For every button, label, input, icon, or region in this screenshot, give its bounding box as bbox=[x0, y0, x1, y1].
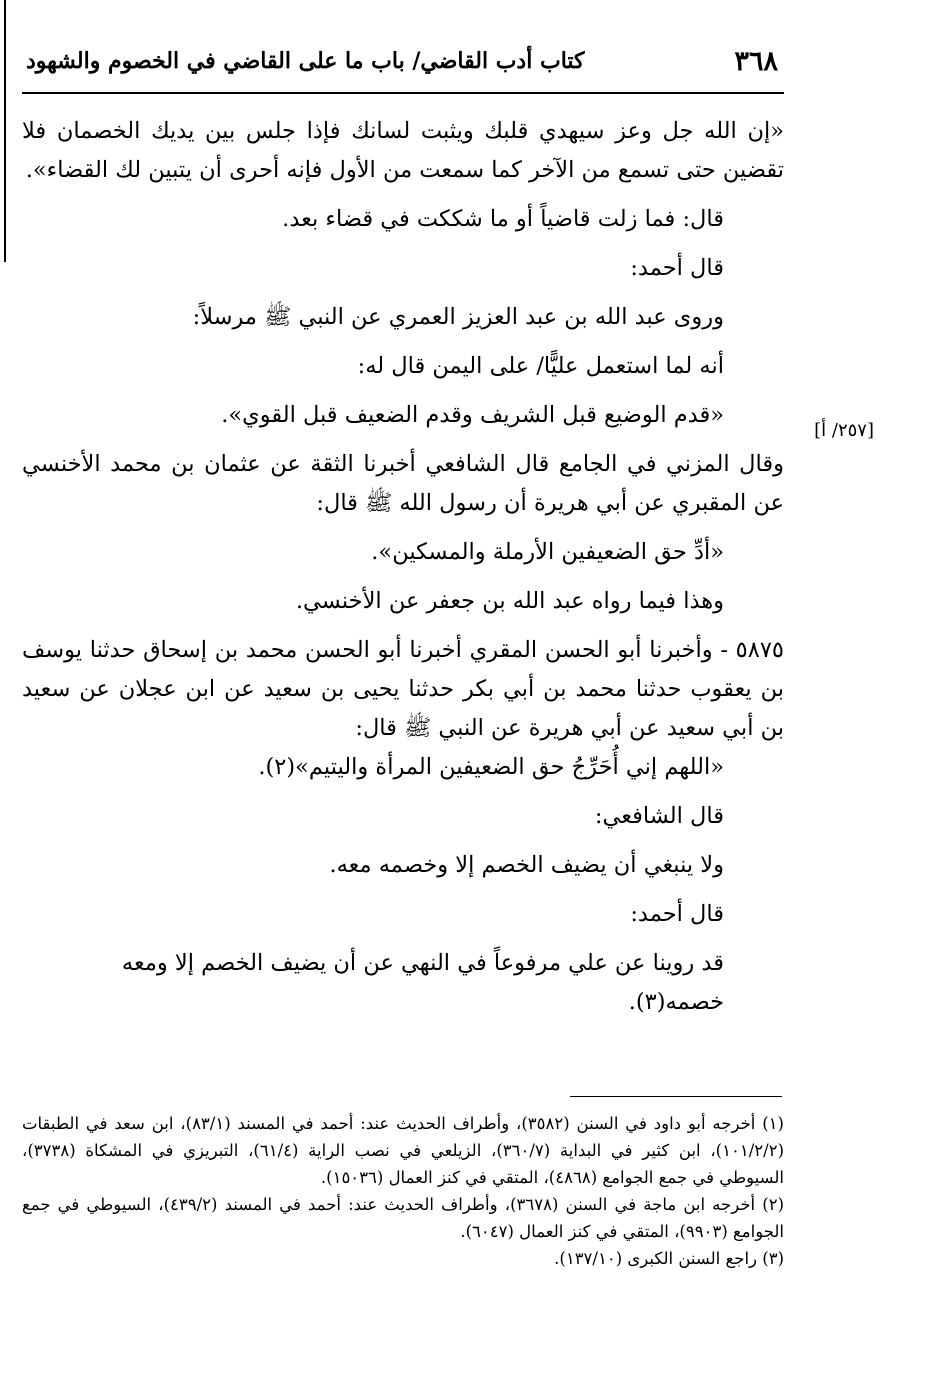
page-number: ٣٦٨ bbox=[734, 46, 778, 77]
paragraph-allahumma-quote: «اللهم إني أُحَرِّجُ حق الضعيفين المرأة واليتيم»(٢). bbox=[258, 754, 724, 780]
paragraph-hadith-5875: ٥٨٧٥ - وأخبرنا أبو الحسن المقري أخبرنا أبو الحسن محمد بن إسحاق حدثنا يوسف بن يعقوب حدثنا محمد بن أبي بكر حدثنا يحيى بن سعيد عن ابن عجلان عن سعيد بن أبي سعيد عن أبي هريرة عن النبي ﷺ قال: bbox=[22, 637, 784, 741]
paragraph-yemen-appointment: أنه لما استعمل عليًّا/ على اليمن قال له: bbox=[357, 353, 724, 379]
footnote-2: (٢) أخرجه ابن ماجة في السنن (٣٦٧٨)، وأطراف الحديث عند: أحمد في المسند (٤٣٩/٢)، السيوطي في جمع الجوامع (٩٩٠٣)، المتقي في كنز العمال (٦٠٤٧). bbox=[22, 1195, 784, 1241]
paragraph-mursal-report: وروى عبد الله بن عبد العزيز العمري عن النبي ﷺ مرسلاً: bbox=[192, 304, 724, 330]
main-text bbox=[22, 112, 784, 1022]
footnote-3: (٣) راجع السنن الكبرى (١٣٧/١٠). bbox=[554, 1249, 784, 1268]
page-edge-rule bbox=[4, 0, 6, 262]
paragraph-muzani-report: وقال المزني في الجامع قال الشافعي أخبرنا الثقة عن عثمان بن محمد الأخنسي عن المقبري عن أبي هريرة أن رسول الله ﷺ قال: bbox=[22, 451, 784, 516]
manuscript-folio-marker: [٢٥٧/ أ] bbox=[814, 420, 874, 441]
paragraph-narrator-statement: قال: فما زلت قاضياً أو ما شككت في قضاء بعد. bbox=[282, 206, 724, 232]
paragraph-akhnasi-note: وهذا فيما رواه عبد الله بن جعفر عن الأخنسي. bbox=[295, 588, 724, 614]
footnotes bbox=[22, 1110, 784, 1272]
paragraph-qaddim-quote: «قدم الوضيع قبل الشريف وقدم الضعيف قبل القوي». bbox=[221, 402, 724, 428]
paragraph-ali-marfu: قد روينا عن علي مرفوعاً في النهي عن أن يضيف الخصم إلا ومعه خصمه(٣). bbox=[121, 950, 724, 1015]
paragraph-addi-quote: «أدِّ حق الضعيفين الأرملة والمسكين». bbox=[371, 539, 724, 565]
paragraph-hadith-quote: «إن الله جل وعز سيهدي قلبك ويثبت لسانك فإذا جلس بين يديك الخصمان فلا تقضين حتى تسمع من الآخر كما سمعت من الأول فإنه أحرى أن يتبين لك القضاء». bbox=[22, 118, 784, 183]
running-title: كتاب أدب القاضي/ باب ما على القاضي في الخصوم والشهود bbox=[26, 48, 585, 74]
page-header bbox=[22, 40, 784, 94]
paragraph-qala-ahmad: قال أحمد: bbox=[630, 255, 724, 281]
paragraph-qala-ahmad-2: قال أحمد: bbox=[630, 901, 724, 927]
paragraph-qala-shafii: قال الشافعي: bbox=[594, 803, 724, 829]
footnote-1: (١) أخرجه أبو داود في السنن (٣٥٨٢)، وأطراف الحديث عند: أحمد في المسند (٨٣/١)، ابن سعد في الطبقات (١٠١/٢/٢)، ابن كثير في البداية (٣٦٠/٧)، الزيلعي في نصب الراية (٦١/٤)، التبريزي في المشكاة (٣٧٣٨)، السيوطي في جمع الجوامع (٤٨٦٨)، المتقي في كنز العمال (١٥٠٣٦). bbox=[22, 1114, 784, 1187]
paragraph-khasm-ruling: ولا ينبغي أن يضيف الخصم إلا وخصمه معه. bbox=[329, 852, 724, 878]
footnote-separator bbox=[570, 1096, 782, 1097]
